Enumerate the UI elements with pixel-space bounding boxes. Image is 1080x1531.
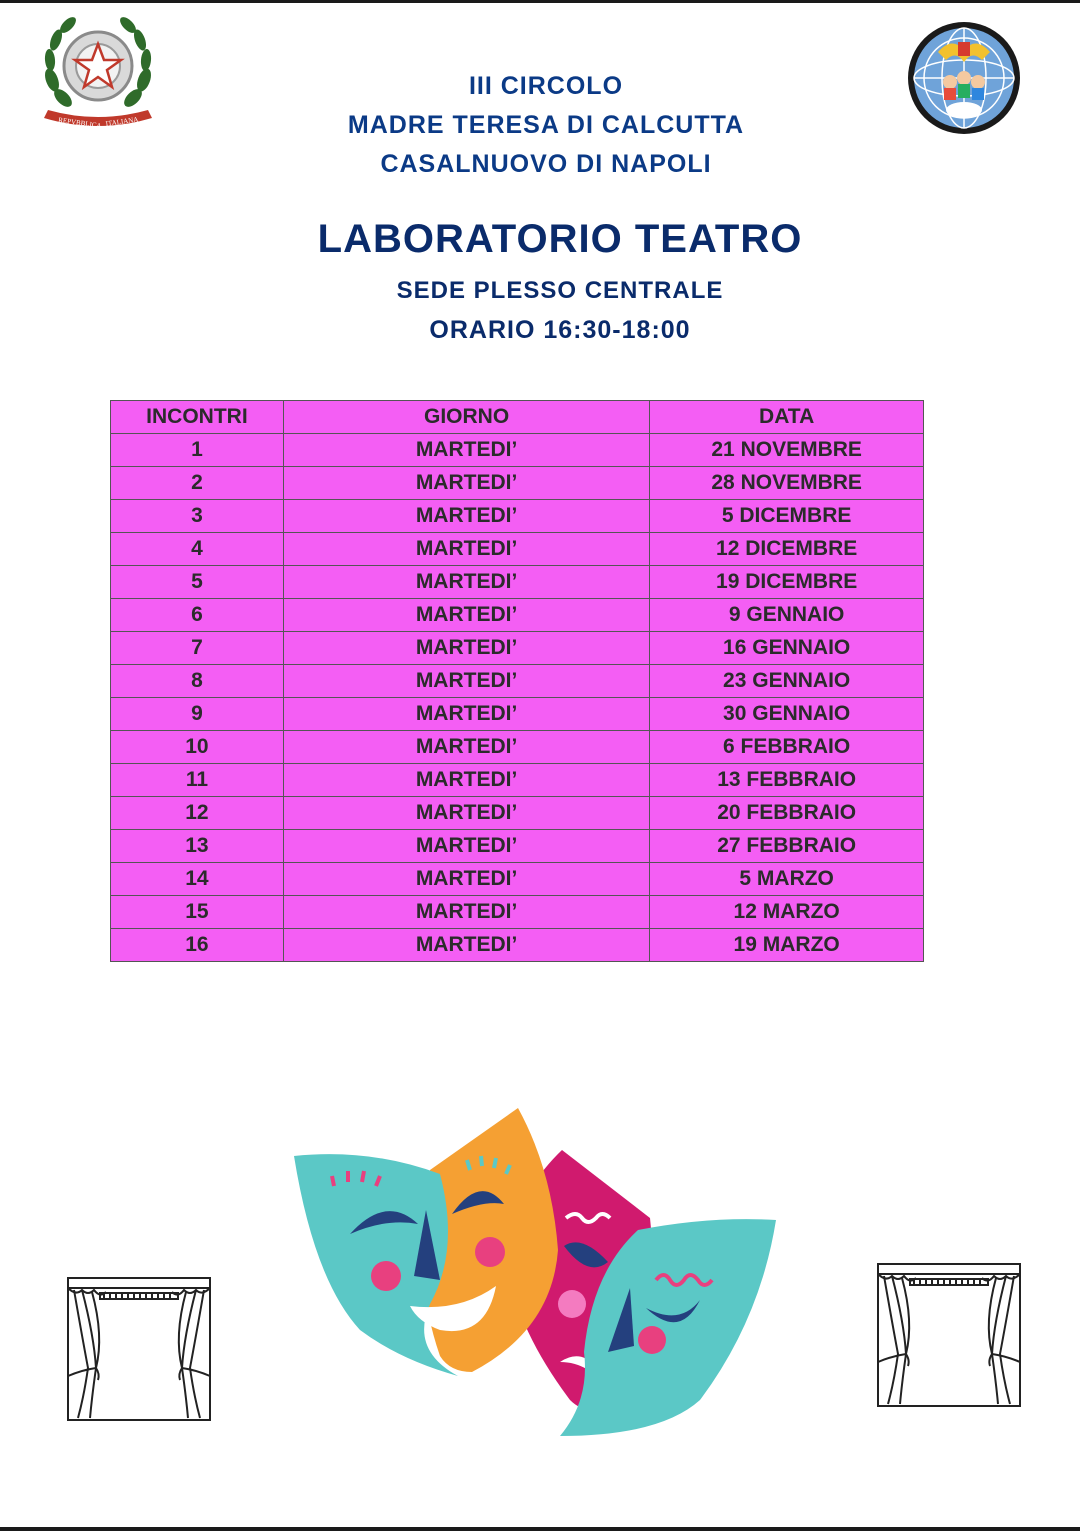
meeting-date: 19 DICEMBRE	[650, 566, 924, 599]
meeting-date: 28 NOVEMBRE	[650, 467, 924, 500]
page-title: LABORATORIO TEATRO	[317, 217, 803, 261]
meeting-date: 5 DICEMBRE	[650, 500, 924, 533]
table-row	[111, 566, 924, 599]
table-row	[111, 533, 924, 566]
table-row	[111, 698, 924, 731]
meeting-day: MARTEDI’	[283, 434, 649, 467]
meeting-date: 6 FEBBRAIO	[650, 731, 924, 764]
meeting-number: 11	[111, 764, 284, 797]
column-header-data: DATA	[650, 401, 924, 434]
table-row	[111, 929, 924, 962]
meeting-number: 8	[111, 665, 284, 698]
meeting-day: MARTEDI’	[283, 929, 649, 962]
meeting-day: MARTEDI’	[283, 731, 649, 764]
meeting-number: 9	[111, 698, 284, 731]
meeting-date: 9 GENNAIO	[650, 599, 924, 632]
school-circle-name: III CIRCOLO	[468, 72, 624, 100]
meeting-day: MARTEDI’	[283, 830, 649, 863]
meeting-date: 20 FEBBRAIO	[650, 797, 924, 830]
meeting-number: 4	[111, 533, 284, 566]
theater-masks-icon	[290, 1100, 780, 1440]
meeting-day: MARTEDI’	[283, 566, 649, 599]
meeting-number: 2	[111, 467, 284, 500]
meeting-date: 5 MARZO	[650, 863, 924, 896]
table-row	[111, 599, 924, 632]
meeting-date: 16 GENNAIO	[650, 632, 924, 665]
column-header-giorno: GIORNO	[283, 401, 649, 434]
table-row	[111, 665, 924, 698]
meeting-number: 1	[111, 434, 284, 467]
meeting-day: MARTEDI’	[283, 797, 649, 830]
meeting-date: 27 FEBBRAIO	[650, 830, 924, 863]
stage-curtain-icon	[66, 1276, 212, 1422]
meeting-number: 10	[111, 731, 284, 764]
meeting-number: 15	[111, 896, 284, 929]
schedule-table	[110, 400, 924, 962]
meeting-date: 13 FEBBRAIO	[650, 764, 924, 797]
column-header-incontri: INCONTRI	[111, 401, 284, 434]
meeting-day: MARTEDI’	[283, 632, 649, 665]
table-header-row	[111, 401, 924, 434]
table-row	[111, 797, 924, 830]
schedule-time: ORARIO 16:30-18:00	[429, 316, 691, 344]
meeting-number: 3	[111, 500, 284, 533]
meeting-day: MARTEDI’	[283, 533, 649, 566]
meeting-number: 13	[111, 830, 284, 863]
table-row	[111, 632, 924, 665]
table-row	[111, 830, 924, 863]
table-row	[111, 764, 924, 797]
school-location: CASALNUOVO DI NAPOLI	[380, 150, 712, 178]
table-row	[111, 863, 924, 896]
meeting-number: 14	[111, 863, 284, 896]
table-row	[111, 467, 924, 500]
stage-curtain-icon	[876, 1262, 1022, 1408]
meeting-day: MARTEDI’	[283, 500, 649, 533]
meeting-number: 12	[111, 797, 284, 830]
meeting-date: 23 GENNAIO	[650, 665, 924, 698]
meeting-day: MARTEDI’	[283, 467, 649, 500]
table-row	[111, 896, 924, 929]
meeting-number: 6	[111, 599, 284, 632]
table-row	[111, 731, 924, 764]
meeting-day: MARTEDI’	[283, 698, 649, 731]
meeting-day: MARTEDI’	[283, 863, 649, 896]
meeting-date: 30 GENNAIO	[650, 698, 924, 731]
meeting-date: 12 DICEMBRE	[650, 533, 924, 566]
meeting-date: 12 MARZO	[650, 896, 924, 929]
meeting-number: 16	[111, 929, 284, 962]
table-row	[111, 434, 924, 467]
page-border-top	[0, 0, 1080, 3]
meeting-number: 7	[111, 632, 284, 665]
meeting-date: 19 MARZO	[650, 929, 924, 962]
school-name: MADRE TERESA DI CALCUTTA	[347, 111, 745, 139]
meeting-number: 5	[111, 566, 284, 599]
location-subtitle: SEDE PLESSO CENTRALE	[396, 277, 724, 304]
meeting-date: 21 NOVEMBRE	[650, 434, 924, 467]
meeting-day: MARTEDI’	[283, 599, 649, 632]
meeting-day: MARTEDI’	[283, 896, 649, 929]
meeting-day: MARTEDI’	[283, 665, 649, 698]
table-row	[111, 500, 924, 533]
emblem-ribbon-left-text: REPVBBLICA	[57, 116, 102, 131]
meeting-day: MARTEDI’	[283, 764, 649, 797]
emblem-ribbon-right-text: ITALIANA	[105, 115, 139, 128]
page-border-bottom	[0, 1527, 1080, 1531]
